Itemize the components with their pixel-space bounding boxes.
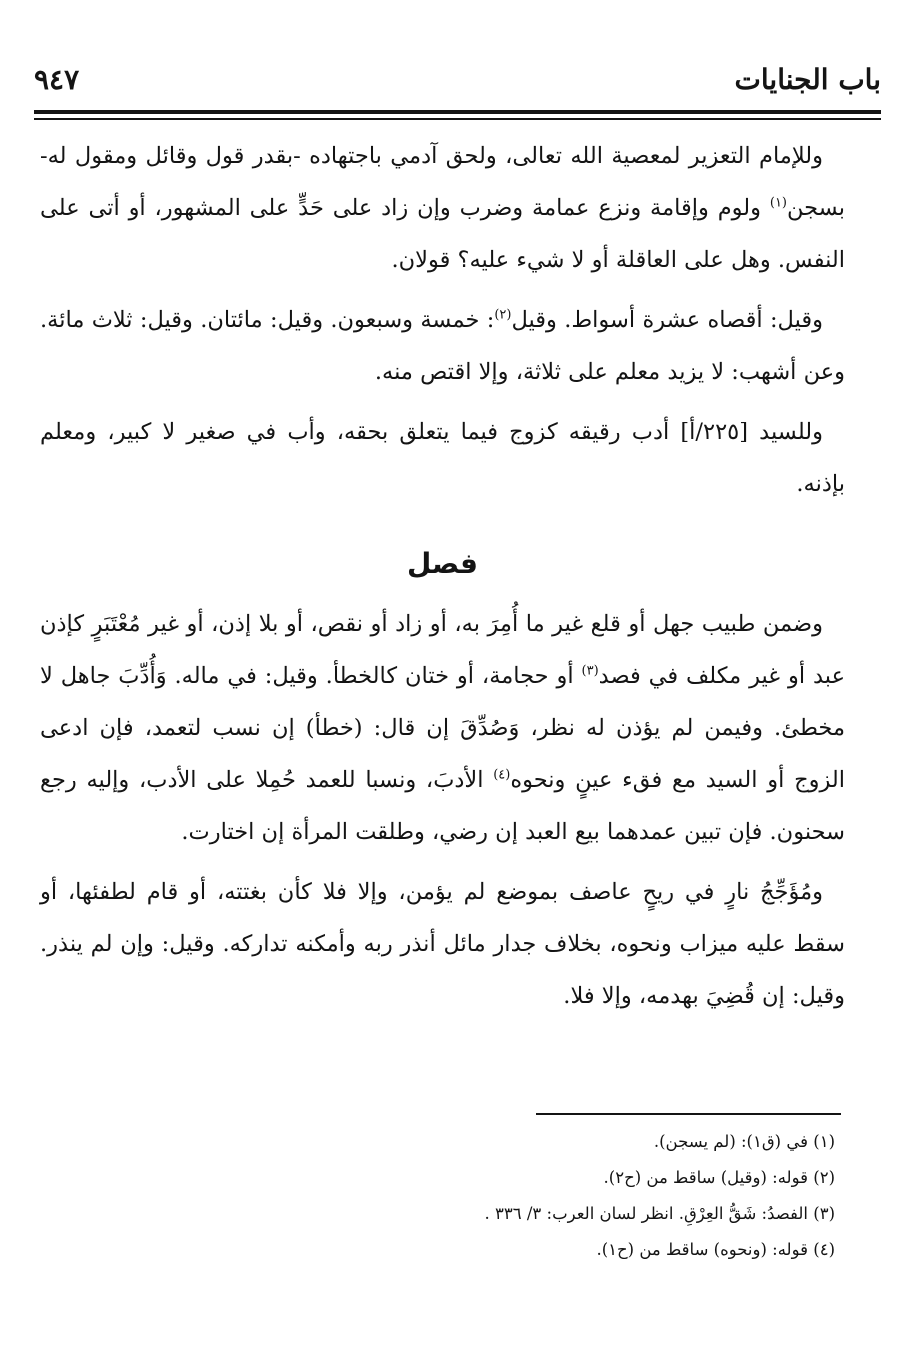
footnote-ref-1: (١) bbox=[769, 195, 787, 211]
paragraph-4-text-c: الأدبَ، ونسبا للعمد حُمِلا على الأدب، وإليه رجع سحنون. فإن تبين عمدهما بيع العبد إن رضي، وطلقت المرأة إن اختارت. bbox=[40, 767, 845, 845]
footnote-4: (٤) قوله: (ونحوه) ساقط من (ح١). bbox=[596, 1240, 835, 1259]
footnote-ref-3: (٣) bbox=[581, 663, 599, 679]
paragraph-5: ومُؤَجِّجُ نارٍ في ريحٍ عاصف بموضع لم يؤمن، وإلا فلا كأن بغتته، أو قام لطفئها، أو سقط عليه ميزاب ونحوه، بخلاف جدار مائل أنذر ربه وأمكنه تداركه. وقيل: وإن لم ينذر. وقيل: إن قُضِيَ بهدمه، وإلا فلا. bbox=[40, 879, 845, 1009]
paragraph-1-text-a: وللإمام التعزير لمعصية الله تعالى، ولحق آدمي باجتهاده -بقدر قول وقائل ومقول له- بسجن bbox=[40, 143, 845, 221]
footnotes bbox=[75, 1124, 835, 1268]
paragraph-4 bbox=[40, 598, 845, 858]
chapter-title: باب الجنايات bbox=[734, 63, 881, 96]
footnote-separator bbox=[536, 1113, 841, 1115]
paragraph-4-text-b: أو حجامة، أو ختان كالخطأ. وقيل: في ماله. وَأُدِّبَ جاهل لا مخطئ. وفيمن لم يؤذن له نظر، وَصُدِّقَ إن قال: (خطأ) إن نسب لتعمد، فإن ادعى الزوج أو السيد مع فقء عينٍ ونحوه bbox=[40, 663, 845, 793]
footnote-2: (٢) قوله: (وقيل) ساقط من (ح٢). bbox=[603, 1168, 835, 1187]
paragraph-2-text-a: وقيل: أقصاه عشرة أسواط. وقيل bbox=[511, 307, 823, 333]
section-heading: فصل bbox=[407, 547, 478, 580]
footnote-ref-2: (٢) bbox=[494, 307, 512, 323]
paragraph-4-text-a: وضمن طبيب جهل أو قلع غير ما أُمِرَ به، أو زاد أو نقص، أو بلا إذن، أو غير مُعْتَبَرٍ كإذن عبد أو غير مكلف في فصد bbox=[40, 611, 845, 689]
footnote-1: (١) في (ق١): (لم يسجن). bbox=[653, 1132, 835, 1151]
main-text bbox=[40, 130, 845, 1030]
paragraph-1-text-b: ولوم وإقامة ونزع عمامة وضرب وإن زاد على حَدٍّ على المشهور، أو أتى على النفس. وهل على العاقلة أو لا شيء عليه؟ قولان. bbox=[40, 195, 845, 273]
running-header bbox=[34, 60, 881, 110]
footnote-ref-4: (٤) bbox=[493, 767, 511, 783]
paragraph-2 bbox=[40, 294, 845, 398]
header-rule-thick bbox=[34, 110, 881, 114]
paragraph-3: وللسيد [٢٢٥/أ] أدب رقيقه كزوج فيما يتعلق بحقه، وأب في صغير لا كبير، ومعلم بإذنه. bbox=[40, 419, 845, 497]
paragraph-2-text-b: : خمسة وسبعون. وقيل: مائتان. وقيل: ثلاث مائة. وعن أشهب: لا يزيد معلم على ثلاثة، وإلا اقتص منه. bbox=[40, 307, 845, 385]
paragraph-1 bbox=[40, 130, 845, 286]
header-rule-thin bbox=[34, 118, 881, 120]
page-number: ٩٤٧ bbox=[34, 63, 80, 96]
footnote-3: (٣) الفصدُ: شَقُّ العِرْقِ. انظر لسان العرب: ٣/ ٣٣٦ . bbox=[484, 1204, 835, 1223]
